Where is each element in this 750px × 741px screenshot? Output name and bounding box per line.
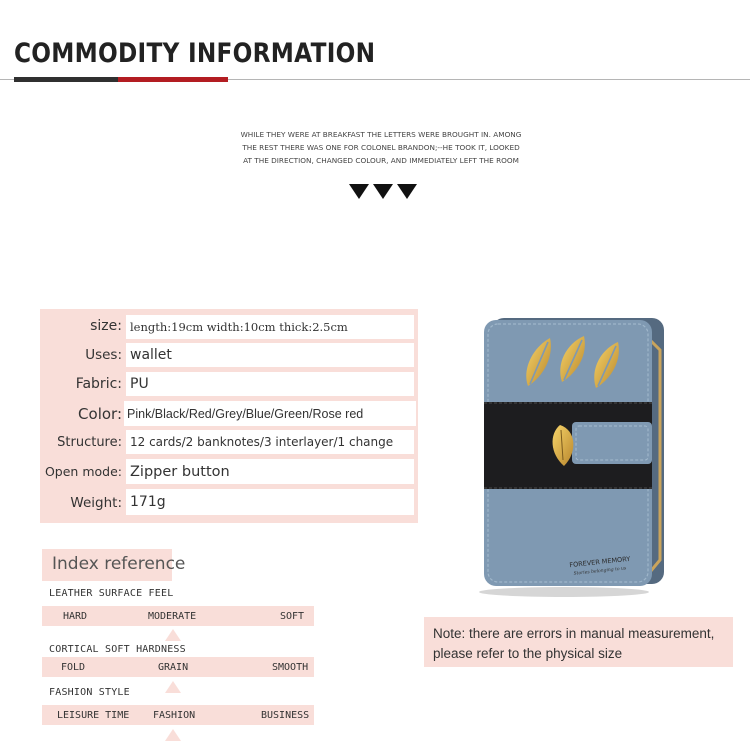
intro-text [218, 128, 544, 167]
header-accent-red [118, 77, 228, 82]
down-triangle-icon [373, 184, 393, 199]
intro-line: AT THE DIRECTION, CHANGED COLOUR, AND IMMEDIATELY LEFT THE ROOM [243, 156, 519, 165]
spec-label: Uses: [85, 347, 122, 363]
index-option: LEISURE TIME [57, 710, 130, 721]
spec-row-uses [40, 341, 418, 367]
index-category-label: LEATHER SURFACE FEEL [49, 588, 174, 599]
spec-label: size: [90, 318, 122, 334]
spec-label: Fabric: [75, 376, 122, 392]
intro-line: WHILE THEY WERE AT BREAKFAST THE LETTERS WERE BROUGHT IN. AMONG [240, 130, 522, 139]
spec-value: 12 cards/2 banknotes/3 interlayer/1 change [126, 430, 414, 454]
spec-row-fabric [40, 370, 418, 397]
index-title: Index reference [52, 554, 186, 574]
spec-row-color [40, 399, 418, 427]
spec-row-size [40, 313, 418, 339]
down-triangle-icon [397, 184, 417, 199]
note-line: please refer to the physical size [433, 646, 623, 661]
spec-table [40, 309, 418, 523]
index-option: BUSINESS [261, 710, 310, 721]
index-category-label: CORTICAL SOFT HARDNESS [49, 644, 186, 655]
spec-value: Pink/Black/Red/Grey/Blue/Green/Rose red [124, 401, 416, 426]
spec-row-weight [40, 487, 418, 517]
spec-label: Structure: [57, 435, 122, 450]
down-arrows [349, 184, 417, 199]
spec-row-structure [40, 428, 418, 455]
index-option-selected: FASHION [153, 710, 196, 721]
index-option: SMOOTH [272, 662, 309, 673]
index-option: HARD [63, 611, 88, 622]
spec-value: wallet [126, 343, 414, 367]
index-marker-icon [165, 729, 181, 741]
page-title: COMMODITY INFORMATION [14, 38, 376, 69]
index-marker-icon [165, 629, 181, 641]
header-accent-dark [14, 77, 118, 82]
spec-value: length:19cm width:10cm thick:2.5cm [126, 315, 414, 339]
wallet-tagline: Stories belonging to us [573, 566, 627, 577]
note-text [433, 624, 733, 664]
index-category-label: FASHION STYLE [49, 687, 130, 698]
wallet-product-image [450, 300, 690, 600]
intro-line: THE REST THERE WAS ONE FOR COLONEL BRANDON;--HE TOOK IT, LOOKED [242, 143, 520, 152]
spec-row-open-mode [40, 457, 418, 485]
spec-label: Weight: [70, 495, 122, 511]
index-option: FOLD [61, 662, 86, 673]
spec-value: Zipper button [126, 459, 414, 484]
index-marker-icon [165, 681, 181, 693]
index-option: SOFT [280, 611, 305, 622]
index-option-selected: MODERATE [148, 611, 197, 622]
spec-value: 171g [126, 489, 414, 515]
down-triangle-icon [349, 184, 369, 199]
index-option-selected: GRAIN [158, 662, 189, 673]
wallet-brand-text: FOREVER MEMORY [568, 554, 631, 570]
spec-label: Open mode: [44, 464, 122, 479]
note-line: Note: there are errors in manual measurement, [433, 626, 715, 641]
spec-label: Color: [78, 405, 122, 423]
spec-value: PU [126, 372, 414, 396]
